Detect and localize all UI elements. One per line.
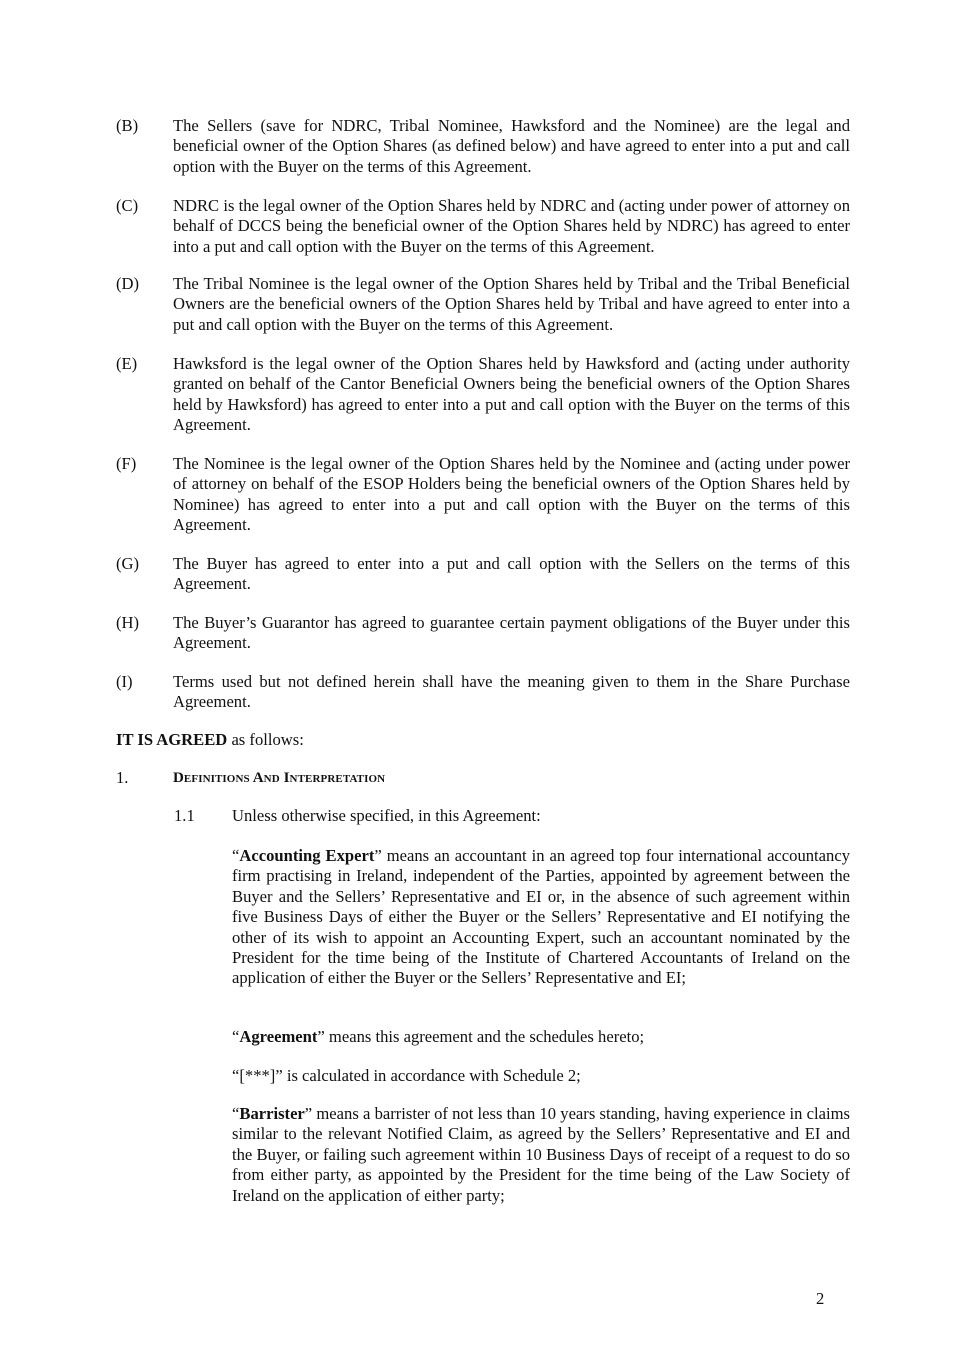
definition-term: Accounting Expert [239,846,375,865]
clause-number: 1.1 [174,806,195,825]
definition-close-quote: [***]” [239,1066,283,1085]
recital-text: The Buyer’s Guarantor has agreed to guarantee certain payment obligations of the Buyer under this Agreement. [173,613,850,653]
definition-term: Agreement [239,1027,318,1046]
recital-label: (F) [116,454,137,473]
recital-i [116,672,850,713]
recital-label: (E) [116,354,138,373]
recital-b [116,116,850,177]
definition-open-quote: “ [232,1066,240,1085]
recital-h [116,613,850,654]
definition-accounting-expert [232,846,850,989]
definition-close-quote: ” [304,1104,313,1123]
definition-text: is calculated in accordance with Schedule 2; [282,1066,581,1085]
recital-c [116,196,850,257]
page-number: 2 [816,1289,825,1308]
recital-g [116,554,850,595]
definition-redacted [232,1066,850,1086]
recital-label: (I) [116,672,133,691]
definition-text: means an accountant in an agreed top four international accountancy firm practising in Ireland, independent of the Parties, appointed by agreement between the Buyer and the Sellers’ Representative and EI or, in the absence of such agreement within five Business Days of either the Buyer or the Sellers’ Representative and EI notifying the other of its wish to appoint an Accounting Expert, such an accountant nominated by the President for the time being of the Institute of Chartered Accountants of Ireland on the application of either the Buyer or the Sellers’ Representative and EI; [232,846,850,988]
definition-open-quote: “ [232,1104,240,1123]
recital-text: Terms used but not defined herein shall have the meaning given to them in the Share Purchase Agreement. [173,672,850,712]
section-number: 1. [116,768,129,787]
recital-text: The Nominee is the legal owner of the Option Shares held by the Nominee and (acting under power of attorney on behalf of the ESOP Holders being the beneficial owners of the Option Shares held by Nominee) has agreed to enter into a put and call option with the Buyer on the terms of this Agreement. [173,454,850,535]
recital-text: Hawksford is the legal owner of the Option Shares held by Hawksford and (acting under authority granted on behalf of the Cantor Beneficial Owners being the beneficial owners of the Option Shares held by Hawksford) has agreed to enter into a put and call option with the Buyer on the terms of this Agreement. [173,354,850,435]
recital-label: (G) [116,554,140,573]
definition-text: means this agreement and the schedules hereto; [324,1027,645,1046]
definition-barrister [232,1104,850,1206]
section-title: Definitions And Interpretation [173,770,386,786]
definition-agreement [232,1027,850,1047]
recital-f [116,454,850,536]
agreed-statement [116,730,304,750]
section-heading [116,768,850,788]
clause-text: Unless otherwise specified, in this Agreement: [232,806,541,825]
definition-close-quote: ” [374,846,382,865]
recital-label: (D) [116,274,140,293]
definition-open-quote: “ [232,1027,240,1046]
definition-close-quote: ” [317,1027,325,1046]
recital-label: (C) [116,196,139,215]
agreed-rest: as follows: [227,730,304,749]
definition-term: Barrister [239,1104,305,1123]
recital-e [116,354,850,436]
definition-text: means a barrister of not less than 10 years standing, having experience in claims similar to the relevant Notified Claim, as agreed by the Sellers’ Representative and EI and the Buyer, or failing such agreement within 10 Business Days of receipt of a request to do so from either party, as appointed by the President for the time being of the Law Society of Ireland on the application of either party; [232,1104,850,1205]
agreed-bold: IT IS AGREED [116,730,228,749]
definition-open-quote: “ [232,846,240,865]
recital-label: (H) [116,613,140,632]
recital-text: The Sellers (save for NDRC, Tribal Nominee, Hawksford and the Nominee) are the legal and beneficial owner of the Option Shares (as defined below) and have agreed to enter into a put and call option with the Buyer on the terms of this Agreement. [173,116,850,176]
clause-1-1 [174,806,850,826]
recital-text: NDRC is the legal owner of the Option Shares held by NDRC and (acting under power of attorney on behalf of DCCS being the beneficial owner of the Option Shares held by NDRC) has agreed to enter into a put and call option with the Buyer on the terms of this Agreement. [173,196,850,256]
recital-d [116,274,850,335]
recital-text: The Buyer has agreed to enter into a put and call option with the Sellers on the terms of this Agreement. [173,554,850,594]
recital-label: (B) [116,116,139,135]
recital-text: The Tribal Nominee is the legal owner of the Option Shares held by Tribal and the Tribal Beneficial Owners are the beneficial owners of the Option Shares held by Tribal and have agreed to enter into a put and call option with the Buyer on the terms of this Agreement. [173,274,850,334]
